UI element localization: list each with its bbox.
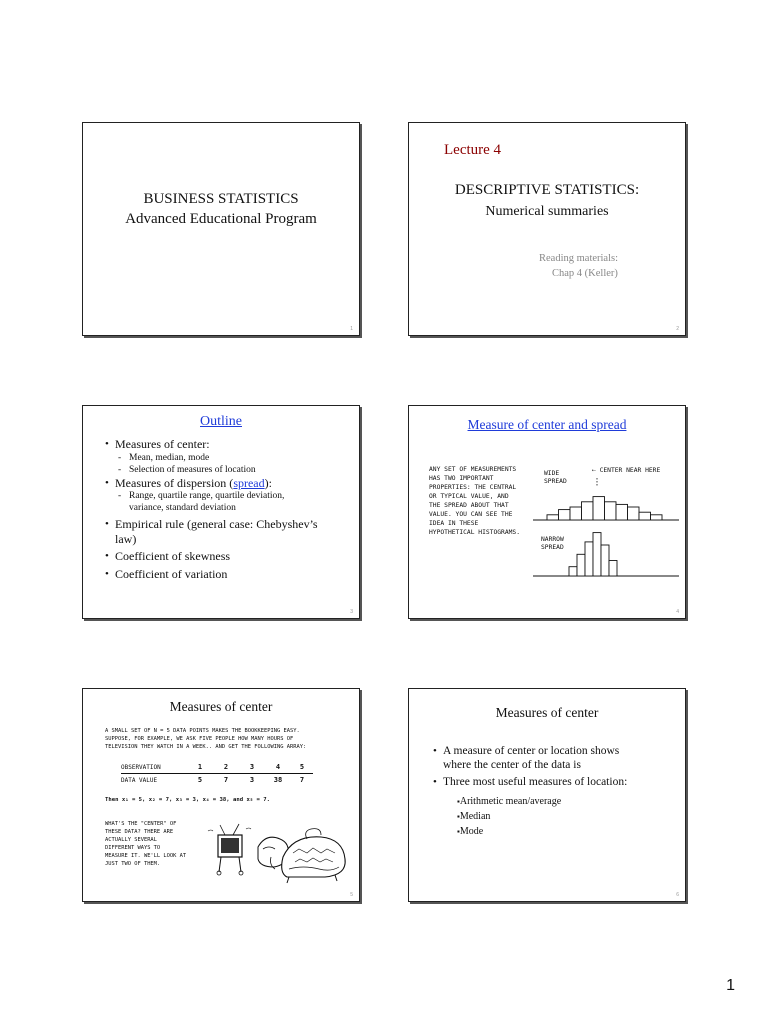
obs-value: 1: [197, 762, 203, 771]
observation-label: OBSERVATION: [121, 763, 161, 771]
wide-histogram-bar: [616, 504, 628, 520]
narrow-histogram-bar: [593, 533, 601, 576]
cartoon-text: ANY SET OF MEASUREMENTS HAS TWO IMPORTANT PROPERTIES: THE CENTRAL OR TYPICAL VALUE, AND THE SPREAD ABOUT THAT VALUE. YOU CAN SEE THE IDEA IN THESE HYPOTHETICAL HISTOGRAMS.: [429, 466, 520, 536]
data-value: 38: [273, 775, 283, 784]
data-value: 3: [249, 775, 255, 784]
center-bullets: [429, 744, 679, 789]
slide-1-title: [83, 189, 359, 229]
data-value: 5: [197, 775, 203, 784]
slide-6-title: Measures of center: [495, 705, 599, 720]
slide-number: 2: [676, 326, 679, 332]
slide-2-subtitle: Numerical summaries: [485, 204, 609, 219]
wide-histogram-bar: [547, 515, 559, 520]
data-value: 7: [223, 775, 229, 784]
lecture-label: Lecture 4: [444, 142, 502, 158]
data-value: 7: [299, 775, 305, 784]
then-line: Then x₁ = 5, x₂ = 7, x₃ = 3, x₄ = 38, and x₅ = 7.: [105, 797, 271, 803]
outline-subitem: - Mean, median, mode: [101, 452, 351, 464]
outline-item: • Coefficient of variation: [101, 567, 351, 582]
slide-1: [82, 122, 360, 336]
reading-label: Reading materials:: [539, 253, 619, 264]
outline-item: • Measures of dispersion (spread): - Range, quartile range, quartile deviation, variance, standard deviation: [101, 476, 351, 515]
reading-chapter: Chap 4 (Keller): [552, 268, 618, 279]
bullet-item: • A measure of center or location shows where the center of the data is: [429, 744, 679, 772]
outline-list: [101, 437, 351, 581]
outline-subitem: - Selection of measures of location: [101, 464, 351, 476]
title-line-1: BUSINESS STATISTICS: [143, 191, 299, 207]
slide-4: [408, 405, 686, 619]
measure-item: ▪ Median: [409, 809, 669, 824]
outline-item: • Measures of center: - Mean, median, mode - Selection of measures of location: [101, 437, 351, 476]
measure-item: ▪ Mode: [409, 824, 669, 839]
obs-value: 2: [223, 762, 229, 771]
slide-number: 4: [676, 609, 679, 615]
outline-item: • Coefficient of skewness: [101, 549, 351, 564]
slide-5-title: Measures of center: [169, 699, 273, 714]
obs-value: 4: [275, 762, 281, 771]
wide-histogram-bar: [628, 507, 640, 520]
question-text: WHAT'S THE "CENTER" OF THESE DATA? THERE ARE ACTUALLY SEVERAL DIFFERENT WAYS TO MEASURE IT. WE'LL LOOK AT JUST TWO OF THEM.: [105, 821, 187, 867]
data-value-label: DATA VALUE: [121, 776, 158, 784]
histograms: [531, 464, 681, 584]
wide-histogram-bar: [582, 502, 594, 520]
slide-2: [408, 122, 686, 336]
outline-title-link[interactable]: Outline: [200, 414, 242, 429]
slide-number: 5: [350, 892, 353, 898]
narrow-histogram-bar: [601, 545, 609, 576]
slide-number: 6: [676, 892, 679, 898]
wide-histogram-bar: [559, 510, 571, 520]
outline-item: • Empirical rule (general case: Chebyshev’s law): [101, 517, 351, 546]
title-line-2: Advanced Educational Program: [125, 211, 317, 227]
slide-2-title: DESCRIPTIVE STATISTICS:: [454, 182, 640, 198]
narrow-histogram-bar: [577, 554, 585, 576]
wide-spread-label: WIDE SPREAD: [544, 470, 567, 485]
spread-link[interactable]: spread: [233, 475, 265, 490]
slide-3: [82, 405, 360, 619]
wide-histogram-bar: [570, 507, 582, 520]
narrow-histogram-bar: [609, 561, 617, 577]
bullet-item: • Three most useful measures of location:: [429, 775, 679, 789]
center-spread-title-link[interactable]: Measure of center and spread: [467, 417, 627, 432]
wide-histogram-bar: [605, 502, 617, 520]
center-label: ⇠ CENTER NEAR HERE: [592, 467, 661, 474]
slide-6: [408, 688, 686, 902]
wide-histogram-bar: [639, 512, 651, 520]
tv-couch-cartoon: [203, 817, 353, 887]
narrow-spread-label: NARROW SPREAD: [541, 536, 564, 551]
obs-value: 3: [249, 762, 255, 771]
wide-histogram-bar: [651, 515, 663, 520]
page-number: 1: [726, 977, 735, 994]
slide-5: [82, 688, 360, 902]
intro-text: A SMALL SET OF N = 5 DATA POINTS MAKES THE BOOKKEEPING EASY. SUPPOSE, FOR EXAMPLE, WE ASK FIVE PEOPLE HOW MANY HOURS OF TELEVISION THEY WATCH IN A WEEK.. AND GET THE FOLLOWING ARRAY:: [105, 728, 307, 750]
narrow-histogram-bar: [585, 542, 593, 576]
location-measures: [409, 794, 669, 839]
narrow-histogram-bar: [569, 567, 577, 576]
measure-item: ▪ Arithmetic mean/average: [409, 794, 669, 809]
slide-number: 1: [350, 326, 353, 332]
wide-histogram-bar: [593, 497, 605, 520]
outline-subitem: - Range, quartile range, quartile deviation, variance, standard deviation: [101, 490, 351, 514]
obs-value: 5: [299, 762, 305, 771]
data-table: [121, 761, 313, 786]
slide-number: 3: [350, 609, 353, 615]
